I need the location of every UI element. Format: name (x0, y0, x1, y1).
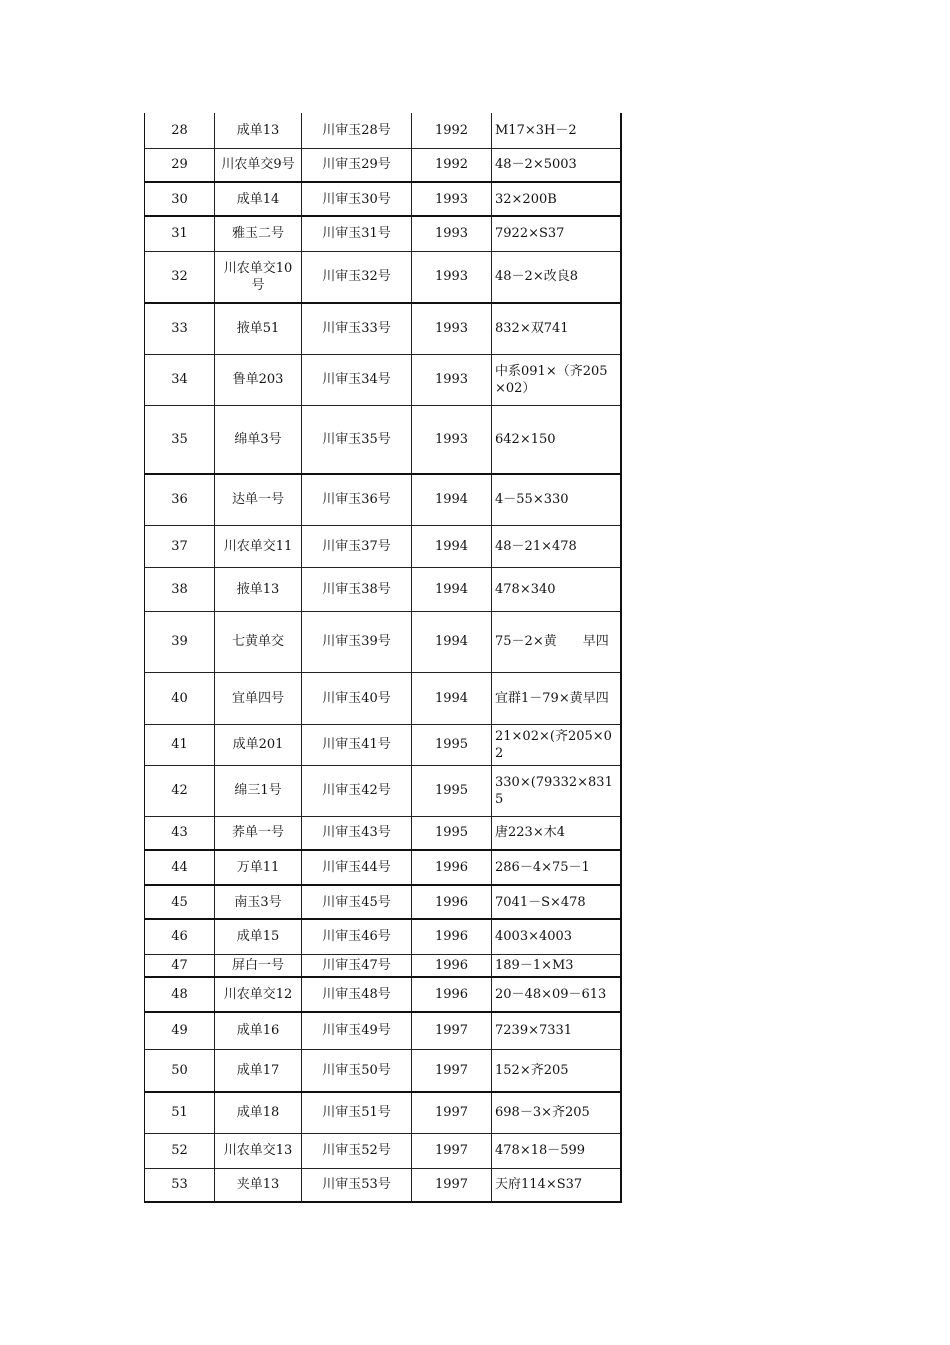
table-row (145, 113, 621, 148)
approval-year-cell: 1996 (412, 850, 492, 885)
pedigree-cell: 4－55×330 (492, 474, 621, 525)
pedigree-cell: 152×齐205 (492, 1049, 621, 1092)
approval-number-cell: 川审玉32号 (302, 251, 412, 303)
row-number-cell: 47 (145, 954, 215, 977)
pedigree-cell: 478×340 (492, 567, 621, 611)
approval-year-cell: 1997 (412, 1168, 492, 1202)
variety-name-cell: 川农单交10号 (215, 251, 302, 303)
row-number-cell: 32 (145, 251, 215, 303)
pedigree-cell: M17×3H－2 (492, 113, 621, 148)
table-row (145, 611, 621, 672)
row-number-cell: 38 (145, 567, 215, 611)
approval-number-cell: 川审玉43号 (302, 816, 412, 850)
table-row (145, 525, 621, 567)
approval-year-cell: 1997 (412, 1092, 492, 1133)
approval-year-cell: 1996 (412, 885, 492, 919)
approval-number-cell: 川审玉40号 (302, 672, 412, 724)
approval-year-cell: 1997 (412, 1049, 492, 1092)
approval-year-cell: 1995 (412, 765, 492, 816)
row-number-cell: 35 (145, 405, 215, 474)
approval-number-cell: 川审玉35号 (302, 405, 412, 474)
variety-name-cell: 鲁单203 (215, 354, 302, 405)
row-number-cell: 30 (145, 182, 215, 216)
table-row (145, 474, 621, 525)
pedigree-cell: 32×200B (492, 182, 621, 216)
variety-name-cell: 宜单四号 (215, 672, 302, 724)
row-number-cell: 28 (145, 113, 215, 148)
table-row (145, 672, 621, 724)
approval-year-cell: 1996 (412, 954, 492, 977)
pedigree-cell: 698－3×齐205 (492, 1092, 621, 1133)
approval-year-cell: 1993 (412, 354, 492, 405)
row-number-cell: 36 (145, 474, 215, 525)
pedigree-cell: 48－2×5003 (492, 148, 621, 182)
table-row (145, 354, 621, 405)
variety-table-body (145, 113, 621, 1202)
pedigree-cell: 832×双741 (492, 303, 621, 354)
pedigree-cell: 48－2×改良8 (492, 251, 621, 303)
variety-name-cell: 绵三1号 (215, 765, 302, 816)
row-number-cell: 31 (145, 216, 215, 251)
approval-number-cell: 川审玉29号 (302, 148, 412, 182)
approval-year-cell: 1994 (412, 525, 492, 567)
variety-name-cell: 掖单51 (215, 303, 302, 354)
variety-name-cell: 成单13 (215, 113, 302, 148)
variety-name-cell: 雅玉二号 (215, 216, 302, 251)
table-row (145, 765, 621, 816)
variety-name-cell: 成单16 (215, 1012, 302, 1049)
table-row (145, 148, 621, 182)
table-row (145, 1133, 621, 1168)
approval-number-cell: 川审玉44号 (302, 850, 412, 885)
pedigree-cell: 中系091×（齐205×02） (492, 354, 621, 405)
variety-name-cell: 万单11 (215, 850, 302, 885)
table-row (145, 1049, 621, 1092)
approval-number-cell: 川审玉28号 (302, 113, 412, 148)
approval-number-cell: 川审玉50号 (302, 1049, 412, 1092)
approval-number-cell: 川审玉52号 (302, 1133, 412, 1168)
approval-number-cell: 川审玉45号 (302, 885, 412, 919)
pedigree-cell: 唐223×木4 (492, 816, 621, 850)
table-row (145, 977, 621, 1012)
approval-year-cell: 1997 (412, 1012, 492, 1049)
variety-name-cell: 成单17 (215, 1049, 302, 1092)
table-row (145, 216, 621, 251)
table-row (145, 182, 621, 216)
table-row (145, 1012, 621, 1049)
row-number-cell: 33 (145, 303, 215, 354)
variety-name-cell: 川农单交12 (215, 977, 302, 1012)
approval-number-cell: 川审玉53号 (302, 1168, 412, 1202)
pedigree-cell: 642×150 (492, 405, 621, 474)
row-number-cell: 53 (145, 1168, 215, 1202)
row-number-cell: 44 (145, 850, 215, 885)
row-number-cell: 41 (145, 724, 215, 765)
table-row (145, 954, 621, 977)
variety-name-cell: 夹单13 (215, 1168, 302, 1202)
approval-year-cell: 1995 (412, 816, 492, 850)
table-row (145, 251, 621, 303)
approval-year-cell: 1996 (412, 919, 492, 954)
row-number-cell: 48 (145, 977, 215, 1012)
row-number-cell: 46 (145, 919, 215, 954)
approval-number-cell: 川审玉51号 (302, 1092, 412, 1133)
row-number-cell: 52 (145, 1133, 215, 1168)
approval-year-cell: 1994 (412, 672, 492, 724)
approval-number-cell: 川审玉36号 (302, 474, 412, 525)
table-row (145, 567, 621, 611)
approval-number-cell: 川审玉46号 (302, 919, 412, 954)
approval-year-cell: 1994 (412, 611, 492, 672)
variety-name-cell: 成单15 (215, 919, 302, 954)
approval-year-cell: 1993 (412, 405, 492, 474)
approval-year-cell: 1993 (412, 216, 492, 251)
pedigree-cell: 48－21×478 (492, 525, 621, 567)
approval-year-cell: 1992 (412, 113, 492, 148)
approval-number-cell: 川审玉34号 (302, 354, 412, 405)
table-row (145, 303, 621, 354)
pedigree-cell: 478×18－599 (492, 1133, 621, 1168)
variety-name-cell: 绵单3号 (215, 405, 302, 474)
table-row (145, 885, 621, 919)
approval-number-cell: 川审玉47号 (302, 954, 412, 977)
row-number-cell: 39 (145, 611, 215, 672)
table-row (145, 1092, 621, 1133)
table-row (145, 919, 621, 954)
pedigree-cell: 20－48×09－613 (492, 977, 621, 1012)
variety-name-cell: 七黄单交 (215, 611, 302, 672)
pedigree-cell: 宜群1－79×黄早四 (492, 672, 621, 724)
table-row (145, 724, 621, 765)
approval-number-cell: 川审玉39号 (302, 611, 412, 672)
variety-name-cell: 川农单交9号 (215, 148, 302, 182)
approval-year-cell: 1994 (412, 474, 492, 525)
approval-year-cell: 1996 (412, 977, 492, 1012)
variety-name-cell: 南玉3号 (215, 885, 302, 919)
row-number-cell: 51 (145, 1092, 215, 1133)
variety-name-cell: 成单14 (215, 182, 302, 216)
approval-number-cell: 川审玉38号 (302, 567, 412, 611)
pedigree-cell: 天府114×S37 (492, 1168, 621, 1202)
pedigree-cell: 7041－S×478 (492, 885, 621, 919)
row-number-cell: 42 (145, 765, 215, 816)
pedigree-cell: 4003×4003 (492, 919, 621, 954)
variety-name-cell: 成单18 (215, 1092, 302, 1133)
approval-year-cell: 1995 (412, 724, 492, 765)
pedigree-cell: 7922×S37 (492, 216, 621, 251)
pedigree-cell: 330×(79332×8315 (492, 765, 621, 816)
table-row (145, 405, 621, 474)
row-number-cell: 34 (145, 354, 215, 405)
row-number-cell: 49 (145, 1012, 215, 1049)
row-number-cell: 50 (145, 1049, 215, 1092)
approval-number-cell: 川审玉31号 (302, 216, 412, 251)
approval-year-cell: 1993 (412, 303, 492, 354)
approval-number-cell: 川审玉49号 (302, 1012, 412, 1049)
approval-number-cell: 川审玉30号 (302, 182, 412, 216)
pedigree-cell: 75－2×黄 早四 (492, 611, 621, 672)
variety-name-cell: 荞单一号 (215, 816, 302, 850)
row-number-cell: 37 (145, 525, 215, 567)
table-row (145, 1168, 621, 1202)
variety-name-cell: 成单201 (215, 724, 302, 765)
approval-year-cell: 1992 (412, 148, 492, 182)
pedigree-cell: 286－4×75－1 (492, 850, 621, 885)
approval-number-cell: 川审玉33号 (302, 303, 412, 354)
row-number-cell: 40 (145, 672, 215, 724)
approval-year-cell: 1993 (412, 182, 492, 216)
variety-table (144, 113, 622, 1203)
pedigree-cell: 189－1×M3 (492, 954, 621, 977)
row-number-cell: 43 (145, 816, 215, 850)
variety-name-cell: 屏白一号 (215, 954, 302, 977)
variety-name-cell: 达单一号 (215, 474, 302, 525)
approval-year-cell: 1994 (412, 567, 492, 611)
pedigree-cell: 21×02×(齐205×02 (492, 724, 621, 765)
pedigree-cell: 7239×7331 (492, 1012, 621, 1049)
approval-number-cell: 川审玉37号 (302, 525, 412, 567)
approval-number-cell: 川审玉48号 (302, 977, 412, 1012)
table-row (145, 816, 621, 850)
table-row (145, 850, 621, 885)
variety-name-cell: 川农单交11 (215, 525, 302, 567)
row-number-cell: 45 (145, 885, 215, 919)
variety-name-cell: 掖单13 (215, 567, 302, 611)
variety-name-cell: 川农单交13 (215, 1133, 302, 1168)
row-number-cell: 29 (145, 148, 215, 182)
approval-number-cell: 川审玉42号 (302, 765, 412, 816)
approval-number-cell: 川审玉41号 (302, 724, 412, 765)
approval-year-cell: 1997 (412, 1133, 492, 1168)
approval-year-cell: 1993 (412, 251, 492, 303)
